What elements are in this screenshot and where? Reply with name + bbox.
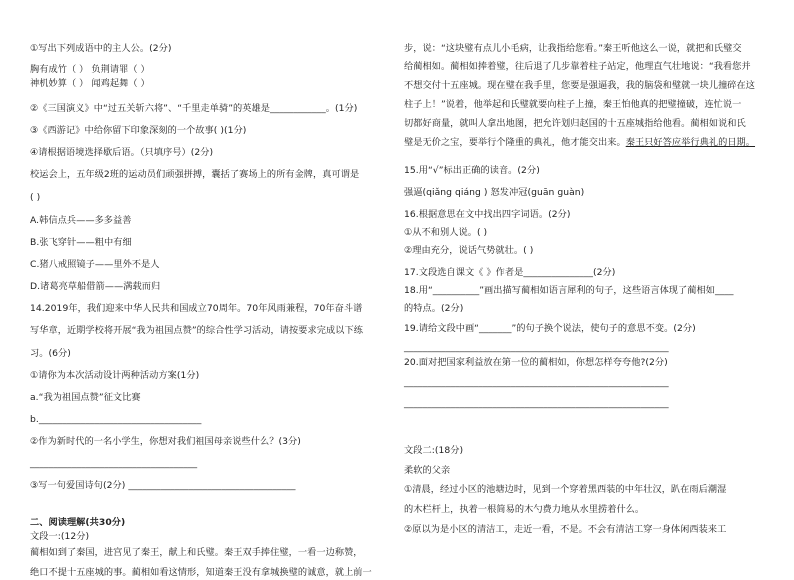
left-column-line: D.诸葛亮草船借箭——满载而归 xyxy=(30,281,161,292)
left-column-line: ①请你为本次活动设计两种活动方案(1分) xyxy=(30,370,200,381)
left-column-line: ①写出下列成语中的主人公。(2分) xyxy=(30,43,172,54)
left-column-line: A.韩信点兵——多多益善 xyxy=(30,215,132,226)
left-column-line: 二、阅读理解(共30分) xyxy=(30,517,126,528)
right-column-line: 17.文段选自课文《 》作者是_______________(2分) xyxy=(404,267,616,278)
left-column-line: 习。(6分) xyxy=(30,348,71,359)
right-column-line: 给蔺相如。蔺相如捧着璧，往后退了几步靠着柱子站定，他理直气壮地说：“我看您并 xyxy=(404,61,751,72)
left-column-line: ____________________________________ xyxy=(30,458,198,469)
left-column-line: ( ) xyxy=(30,192,41,203)
right-column-line: 强逼(qiǎng qiáng ) 怒发冲冠(guān guàn) xyxy=(404,187,585,198)
right-column-line: 文段二:(18分) xyxy=(404,445,464,456)
left-column-line: a.“我为祖国点赞”征文比赛 xyxy=(30,392,141,403)
right-column-line: 的特点。(2分) xyxy=(404,303,464,314)
right-column-line: 20.面对把国家利益放在第一位的蔺相如，你想怎样夸夸他?(2分) xyxy=(404,357,668,368)
right-column-line: ①清晨，经过小区的池塘边时，见到一个穿着黑西装的中年壮汉，趴在雨后潮湿 xyxy=(404,484,727,495)
left-column-line: ④请根据语境选择歇后语。（只填序号）(2分) xyxy=(30,147,214,158)
left-column-line: ③写一句爱国诗句(2分) ____________________________________ xyxy=(30,480,296,491)
right-column-line: _________________________________________________________ xyxy=(404,342,669,353)
right-column-line: ①从不和别人说。( ) xyxy=(404,227,488,238)
right-column-line: 步，说：“这块璧有点儿小毛病，让我指给您看。”秦王听他这么一说，就把和氏璧交 xyxy=(404,43,742,54)
left-column-line: B.张飞穿针——粗中有细 xyxy=(30,237,132,248)
left-column-line: 14.2019年，我们迎来中华人民共和国成立70周年。70年风雨兼程，70年奋斗谱 xyxy=(30,303,363,314)
left-column-line: 文段一:(12分) xyxy=(30,531,90,542)
right-column-line: 的木栏杆上，执着一根简易的木勺费力地从水里捞着什么。 xyxy=(404,504,645,515)
left-column-line: C.猪八戒照镜子——里外不是人 xyxy=(30,259,160,270)
left-column-line: 胸有成竹（ ） 负荆请罪（ ） xyxy=(30,64,150,75)
left-column-line: ②《三国演义》中“过五关斩六将”、“千里走单骑”的英雄是____________。(1分) xyxy=(30,103,358,114)
right-column-line: 柔软的父亲 xyxy=(404,465,451,476)
right-column-line: 19.请给文段中画“_______”的句子换个说法，使句子的意思不变。(2分) xyxy=(404,323,696,334)
left-column-line: 校运会上，五年级2班的运动员们顽强拼搏，囊括了赛场上的所有金牌，真可谓是 xyxy=(30,169,360,180)
right-column-line: 不想交付十五座城。现在璧在我手里，您要是强逼我，我的脑袋和璧就一块儿撞碎在这 xyxy=(404,80,756,91)
right-column-line: 柱子上！”说着，他举起和氏璧就要向柱子上撞，秦王怕他真的把璧撞破，连忙说一 xyxy=(404,99,742,110)
left-column-line: 写华章，近期学校将开展“我为祖国点赞”的综合性学习活动，请按要求完成以下练 xyxy=(30,325,363,336)
right-column-line: _________________________________________________________ xyxy=(404,398,669,409)
left-column-line: ②作为新时代的一名小学生，你想对我们祖国母亲说些什么？(3分) xyxy=(30,436,301,447)
right-column-line: 15.用“√”标出正确的读音。(2分) xyxy=(404,165,540,176)
left-column-line: ③《西游记》中给你留下印象深刻的一个故事( )(1分) xyxy=(30,125,247,136)
right-column-line: ②原以为是小区的清洁工，走近一看，不是。不会有清洁工穿一身体闲西装来工 xyxy=(404,524,727,535)
right-column-line: 切都好商量，就叫人拿出地图，把允许划归赵国的十五座城指给他看。蔺相如说和氏 xyxy=(404,118,746,129)
right-column-line: 18.用“__________”画出描写蔺相如语言犀利的句子，这些语言体现了蔺相如____ xyxy=(404,285,734,296)
left-column-line: b.___________________________________ xyxy=(30,414,202,425)
underlined-sentence: 秦王只好答应举行典礼的日期。 xyxy=(625,137,756,148)
left-column-line: 蔺相如到了秦国，进宫见了秦王，献上和氏璧。秦王双手捧住璧，一看一边称赞， xyxy=(30,547,363,558)
right-column-line: 璧是无价之宝，要举行个隆重的典礼，他才能交出来。秦王只好答应举行典礼的日期。 xyxy=(404,137,756,148)
right-column-line: 16.根据意思在文中找出四字词语。(2分) xyxy=(404,209,571,220)
left-column-line: 绝口不提十五座城的事。蔺相如看这情形，知道秦王没有拿城换璧的诚意，就上前一 xyxy=(30,567,372,578)
right-column-line: ②理由充分，说话气势就壮。( ) xyxy=(404,245,534,256)
right-column-line: _________________________________________________________ xyxy=(404,377,669,388)
left-column-line: 神机妙算（ ） 闻鸡起舞（ ） xyxy=(30,78,150,89)
